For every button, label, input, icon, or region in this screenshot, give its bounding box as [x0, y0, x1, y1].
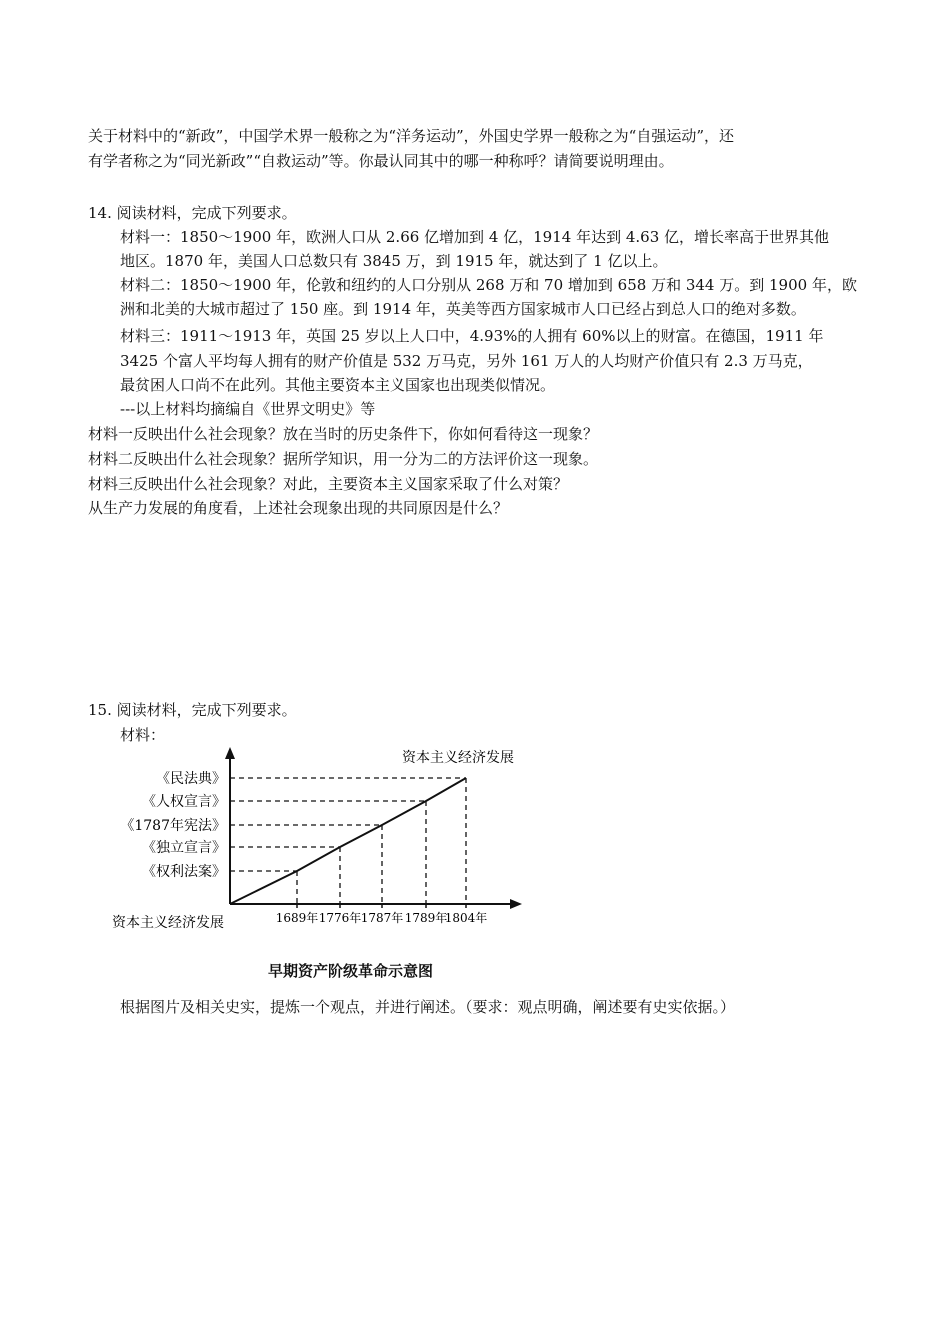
q15-material-label: 材料：: [120, 726, 166, 744]
y-tick-label: 《1787年宪法》: [120, 818, 226, 834]
x-tick-label: 1789年: [404, 911, 448, 925]
x-tick-label: 1689年: [275, 911, 319, 925]
q14-question-2: 材料二反映出什么社会现象？据所学知识，用一分为二的方法评价这一现象。: [88, 450, 599, 468]
q14-material-1-line-1: 材料一：1850～1900 年，欧洲人口从 2.66 亿增加到 4 亿，1914 年达到 4.63 亿，增长率高于世界其他: [120, 228, 830, 246]
y-axis-arrow: [225, 747, 235, 759]
y-tick-label: 《人权宣言》: [142, 794, 226, 810]
q14-source-note: ---以上材料均摘编自《世界文明史》等: [120, 400, 376, 418]
q13-text-line-1: 关于材料中的“新政”，中国学术界一般称之为“洋务运动”，外国史学界一般称之为“自强运动”，还: [88, 127, 735, 145]
q14-question-3: 材料三反映出什么社会现象？对此，主要资本主义国家采取了什么对策？: [88, 475, 569, 493]
q14-material-2-line-2: 洲和北美的大城市超过了 150 座。到 1914 年，英美等西方国家城市人口已经占到总人口的绝对多数。: [120, 300, 806, 318]
q15-instruction: 根据图片及相关史实，提炼一个观点，并进行阐述。（要求：观点明确，阐述要有史实依据。）: [120, 998, 736, 1016]
q14-material-2-line-1: 材料二：1850～1900 年，伦敦和纽约的人口分别从 268 万和 70 增加到 658 万和 344 万。到 1900 年，欧: [120, 276, 857, 294]
y-tick-label: 《民法典》: [156, 771, 226, 787]
y-tick-label: 《独立宣言》: [142, 840, 226, 856]
q14-material-1-line-2: 地区。1870 年，美国人口总数只有 3845 万，到 1915 年，就达到了 1 亿以上。: [120, 252, 668, 270]
q15-title: 15. 阅读材料，完成下列要求。: [88, 701, 297, 719]
x-axis-title: 资本主义经济发展: [112, 915, 224, 931]
revolution-diagram: [112, 745, 572, 945]
diagram-caption: 早期资产阶级革命示意图: [268, 962, 434, 980]
x-tick-label: 1804年: [444, 911, 488, 925]
y-axis-title: 资本主义经济发展: [402, 750, 514, 766]
q14-question-4: 从生产力发展的角度看，上述社会现象出现的共同原因是什么？: [88, 499, 509, 517]
x-tick-label: 1787年: [360, 911, 404, 925]
q14-material-3-line-2: 3425 个富人平均每人拥有的财产价值是 532 万马克，另外 161 万人的人均财产价值只有 2.3 万马克，: [120, 352, 813, 370]
x-tick-label: 1776年: [318, 911, 362, 925]
trend-line: [230, 778, 466, 904]
y-tick-label: 《权利法案》: [142, 864, 226, 880]
q14-title: 14. 阅读材料，完成下列要求。: [88, 204, 297, 222]
q14-material-3-line-1: 材料三：1911～1913 年，英国 25 岁以上人口中，4.93%的人拥有 60%以上的财富。在德国，1911 年: [120, 327, 824, 345]
q13-text-line-2: 有学者称之为“同光新政”“自救运动”等。你最认同其中的哪一种称呼？请简要说明理由。: [88, 152, 674, 170]
q14-material-3-line-3: 最贫困人口尚不在此列。其他主要资本主义国家也出现类似情况。: [120, 376, 556, 394]
q14-question-1: 材料一反映出什么社会现象？放在当时的历史条件下，你如何看待这一现象？: [88, 425, 599, 443]
x-axis-arrow: [510, 899, 522, 909]
